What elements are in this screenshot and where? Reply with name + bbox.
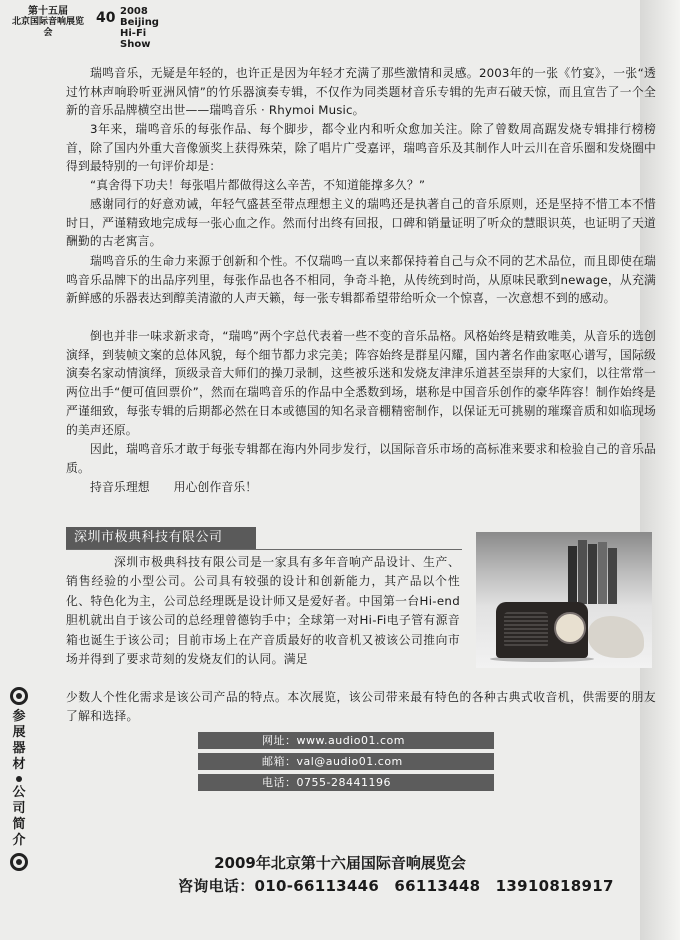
phone-bar: 电话：0755-28441196 bbox=[198, 774, 494, 791]
article-paragraph: 感谢同行的好意劝诫，年轻气盛甚至带点理想主义的瑞鸣还是执著自己的音乐原则，还是坚持不惜工本不惜时日，严谨精致地完成每一张心血之作。然而付出终有回报，口碑和销量证明了听众的慧眼识英，也证明了天道酬勤的古老寓言。 bbox=[66, 197, 656, 249]
books-image bbox=[568, 540, 628, 600]
article-slogan: 持音乐理想 用心创作音乐！ bbox=[90, 480, 258, 494]
company-description-continued: 少数人个性化需求是该公司产品的特点。本次展览，该公司带来最有特色的各种古典式收音机，供需要的朋友了解和选择。 bbox=[66, 690, 656, 724]
target-icon bbox=[10, 687, 28, 705]
edition-label: 第十五届 北京国际音响展览会 bbox=[11, 6, 84, 38]
email-bar: 邮箱：val@audio01.com bbox=[198, 753, 494, 770]
fabric-image bbox=[588, 616, 644, 658]
article-paragraph: 瑞鸣音乐，无疑是年轻的，也许正是因为年轻才充满了那些激情和灵感。2003年的一张《竹宴》，一张“透过竹林声响聆听亚洲风情”的竹乐器演奏专辑，不仅作为同类题材音乐专辑的先声石破天惊，而且宣告了一个全新的音乐品牌横空出世——瑞鸣音乐 · Rhymoi Music。 bbox=[66, 66, 656, 118]
article-paragraph: 倒也并非一味求新求奇，“瑞鸣”两个字总代表着一些不变的音乐品格。风格始终是精致唯美，从音乐的选创演绎，到装帧文案的总体风貌，每个细节都力求完美；阵容始终是群星闪耀，国内著名作曲家呕心谱写，国际级演奏名家动情演绎，顶级录音大师们的操刀录制，这些被乐迷和发烧友津津乐道甚至崇拜的大家们，以往常常一两位出手“便可值回票价”，然而在瑞鸣音乐的作品中全悉数到场，堪称是中国音乐创作的豪华阵容！制作始终是严谨细致，每张专辑的后期都必然在日本或德国的知名录音棚精密制作，以保证无可挑剔的璀璨音质和如临现场的美声还原。 bbox=[66, 329, 656, 437]
article-paragraph: 因此，瑞鸣音乐才敢于每张专辑都在海内外同步发行，以国际音乐市场的高标准来要求和检验自己的音乐品质。 bbox=[66, 442, 656, 475]
article-paragraph: 3年来，瑞鸣音乐的每张作品、每个脚步，都令业内和听众愈加关注。除了曾数周高踞发烧专辑排行榜榜首，除了国内外重大音像颁奖上获得殊荣，除了唱片广受嘉评，瑞鸣音乐及其制作人叶云川在音乐圈和发烧圈中得到最特别的一句评价却是： bbox=[66, 122, 656, 174]
company-title: 深圳市极典科技有限公司 bbox=[66, 527, 256, 549]
article-paragraph: 瑞鸣音乐的生命力来源于创新和个性。不仅瑞鸣一直以来都保持着自己与众不同的艺术品位，而且即使在瑞鸣音乐品牌下的出品序列里，每张作品也各不相同，争奇斗艳，从传统到时尚，从原味民歌到newage，从充满新鲜感的乐器表达到醇美清澈的人声天籁，每一张专辑都希望带给听众一个惊喜，一次意想不到的感动。 bbox=[66, 254, 656, 306]
radio-image bbox=[496, 602, 588, 658]
speaker-grill bbox=[504, 612, 548, 648]
section-side-tab bbox=[4, 687, 60, 871]
english-show-title: 2008 Beijing Hi-Fi Show bbox=[120, 6, 159, 50]
divider bbox=[66, 549, 462, 550]
bullet-dot bbox=[16, 776, 22, 782]
section-label-exhibits: 参 展 器 材 bbox=[12, 709, 26, 772]
article-quote: “真舍得下功夫！每张唱片都做得这么辛苦，不知道能撑多久？” bbox=[90, 178, 426, 192]
company-description: 深圳市极典科技有限公司是一家具有多年音响产品设计、生产、销售经验的小型公司。公司具有较强的设计和创新能力，其产品以个性化、特色化为主，公司总经理既是设计师又是爱好者。中国第一台Hi-end胆机就出自于该公司的总经理曾德钧手中；全球第一对Hi-Fi电子管有源音箱也诞生于该公司；目前市场上在产音质最好的收音机又被该公司推向市场并得到了要求苛刻的发烧友们的认同。满足 bbox=[66, 555, 460, 667]
section-label-company: 公 司 简 介 bbox=[12, 785, 26, 848]
page-number: 40 bbox=[96, 10, 116, 26]
tuning-dial bbox=[554, 612, 586, 644]
footer-phone: 咨询电话：010-66113446 66113448 13910818917 bbox=[178, 877, 614, 895]
website-bar: 网址：www.audio01.com bbox=[198, 732, 494, 749]
footer-event-title: 2009年北京第十六届国际音响展览会 bbox=[214, 854, 466, 872]
vintage-radio-photo bbox=[476, 532, 652, 668]
